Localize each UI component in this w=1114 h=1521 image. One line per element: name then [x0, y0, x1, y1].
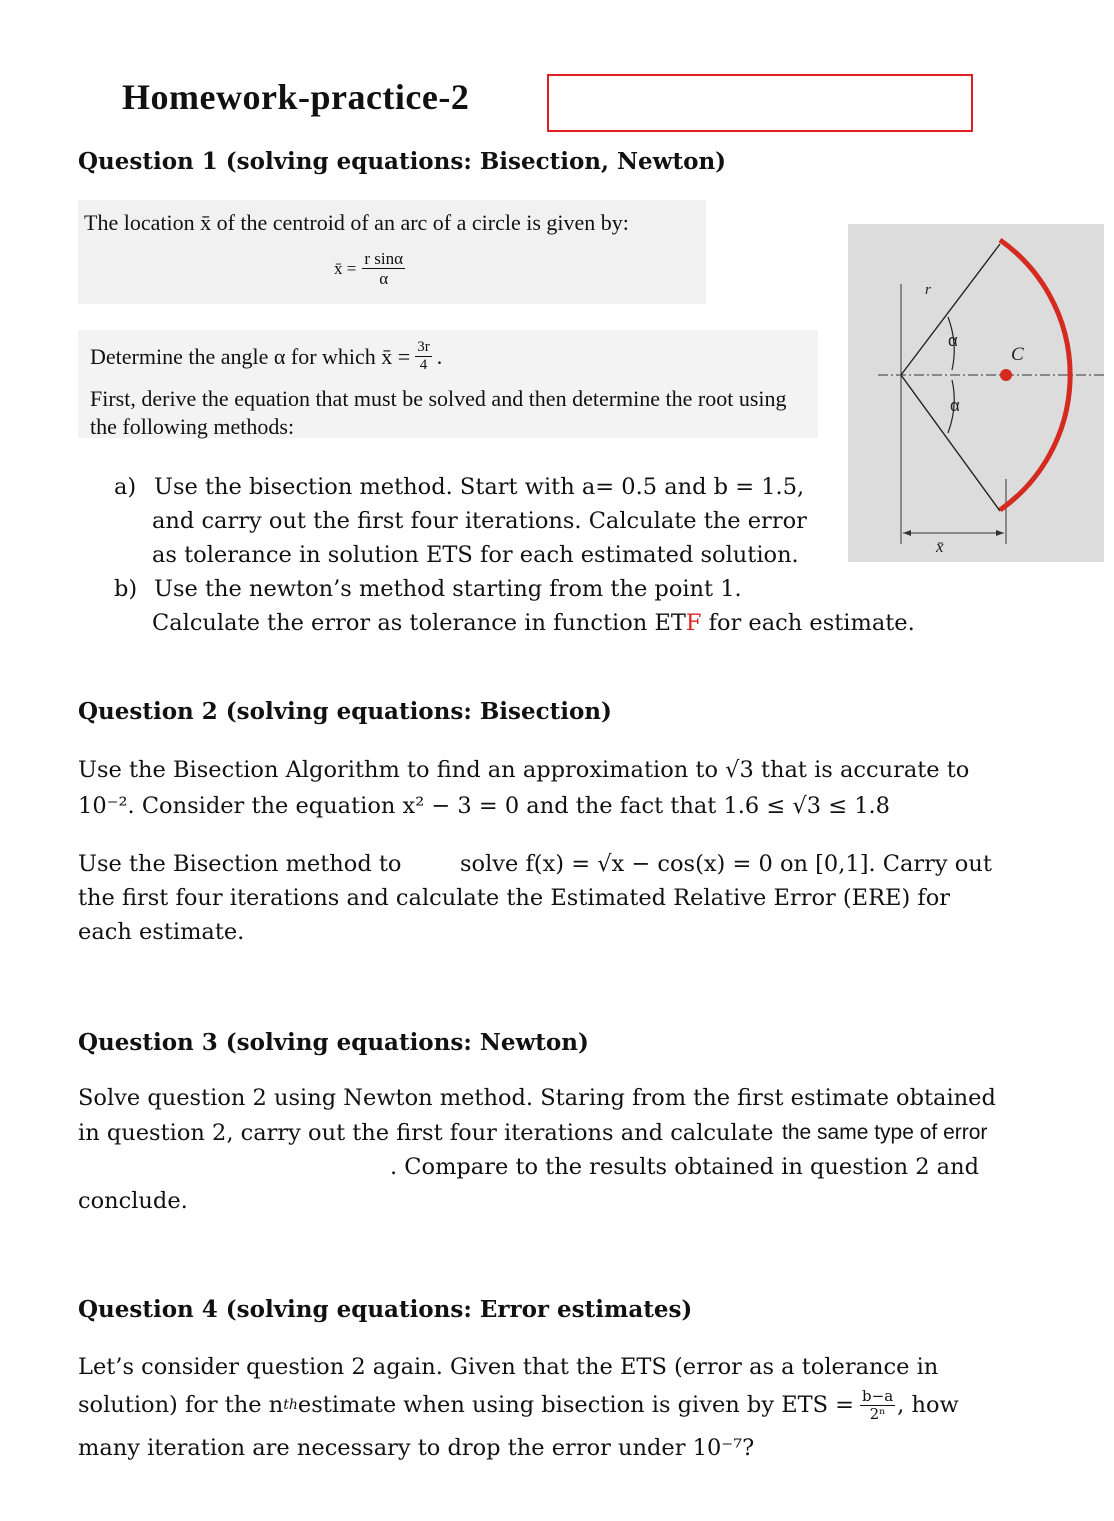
part-b-line-2-end: for each estimate. [701, 610, 915, 636]
q4-line-2: solution) for the n th estimate when using bisection is given by ETS = $\frac{b-a}{\text{2ⁿ}}$ , how [78, 1386, 959, 1423]
determine-frac-den: 4 [419, 357, 428, 373]
centroid-formula [334, 250, 405, 287]
q3-line-2b: the same type of error [782, 1121, 988, 1144]
part-b-line-1: Use the newton’s method starting from the point 1. [154, 576, 742, 602]
q2-p1-line-1: Use the Bisection Algorithm to find an approximation to √3 that is accurate to [78, 757, 970, 783]
ets-frac-den: 2ⁿ [869, 1404, 886, 1423]
part-a-line-1: Use the bisection method. Start with a= 0.5 and b = 1.5, [154, 474, 805, 500]
q3-line-1: Solve question 2 using Newton method. Staring from the first estimate obtained [78, 1085, 996, 1111]
q1-task-panel [78, 330, 818, 438]
determine-text: Determine the angle α for which x̄ = [90, 343, 411, 369]
derive-line-2: the following methods: [90, 414, 295, 439]
q3-line-2a: in question 2, carry out the first four iterations and calculate [78, 1120, 774, 1146]
q2-p2-line-1b: solve f(x) = √x − cos(x) = 0 on [0,1]. Carry out [460, 851, 992, 877]
question-1-heading: Question 1 (solving equations: Bisection, Newton) [78, 148, 727, 175]
q2-p2-line-1a: Use the Bisection method to [78, 851, 402, 877]
label-r: r [925, 282, 931, 298]
q4-line-3: many iteration are necessary to drop the error under 10⁻⁷? [78, 1435, 755, 1461]
determine-fraction [415, 340, 432, 373]
name-input-box[interactable] [547, 74, 973, 132]
part-a-line-3: as tolerance in solution ETS for each estimated solution. [152, 542, 799, 568]
q4-line-2-start: solution) for the n [78, 1392, 284, 1418]
question-3-heading: Question 3 (solving equations: Newton) [78, 1029, 589, 1056]
formula-numerator: r sinα [364, 249, 404, 268]
question-2-heading: Question 2 (solving equations: Bisection) [78, 698, 612, 725]
determine-line [90, 340, 442, 373]
ets-fraction [860, 1386, 895, 1423]
label-c: C [1011, 344, 1024, 365]
centroid-point [1000, 369, 1012, 381]
q2-p1-line-2: 10⁻². Consider the equation x² − 3 = 0 and the fact that 1.6 ≤ √3 ≤ 1.8 [78, 793, 890, 819]
q4-line-2-mid: estimate when using bisection is given by ETS = [297, 1392, 855, 1418]
label-alpha-top: α [948, 331, 958, 350]
q3-line-4: conclude. [78, 1188, 188, 1214]
formula-lhs: x̄ = [334, 258, 357, 278]
label-alpha-bottom: α [950, 396, 960, 415]
part-a-line-2: and carry out the first four iterations. Calculate the error [152, 508, 807, 534]
part-b-line-2-text: Calculate the error as tolerance in function ET [152, 610, 686, 636]
part-b-line-2 [152, 606, 915, 640]
formula-fraction [362, 250, 405, 287]
q4-line-2-end: , how [897, 1392, 959, 1418]
derive-line-1: First, derive the equation that must be solved and then determine the root using [90, 386, 787, 411]
determine-period: . [436, 343, 443, 369]
determine-frac-num: 3r [417, 339, 430, 355]
q1-intro-text: The location x̄ of the centroid of an arc of a circle is given by: [84, 210, 629, 235]
question-4-heading: Question 4 (solving equations: Error estimates) [78, 1296, 693, 1323]
q1-formula-panel [78, 200, 706, 304]
q2-p2-line-2: the first four iterations and calculate the Estimated Relative Error (ERE) for [78, 885, 951, 911]
part-a-label: a) [114, 474, 137, 500]
ets-frac-num: b−a [862, 1386, 894, 1405]
centroid-arc-figure [848, 224, 1104, 562]
q3-line-3: . Compare to the results obtained in question 2 and [390, 1154, 979, 1180]
q4-line-1: Let’s consider question 2 again. Given that the ETS (error as a tolerance in [78, 1354, 939, 1380]
q2-p2-line-3: each estimate. [78, 919, 245, 945]
part-b-annotation-mark: F [685, 610, 702, 636]
document-title: Homework-practice-2 [122, 77, 470, 117]
formula-denominator: α [379, 269, 389, 288]
label-xbar: x̄ [936, 537, 944, 556]
part-b-label: b) [114, 576, 138, 602]
